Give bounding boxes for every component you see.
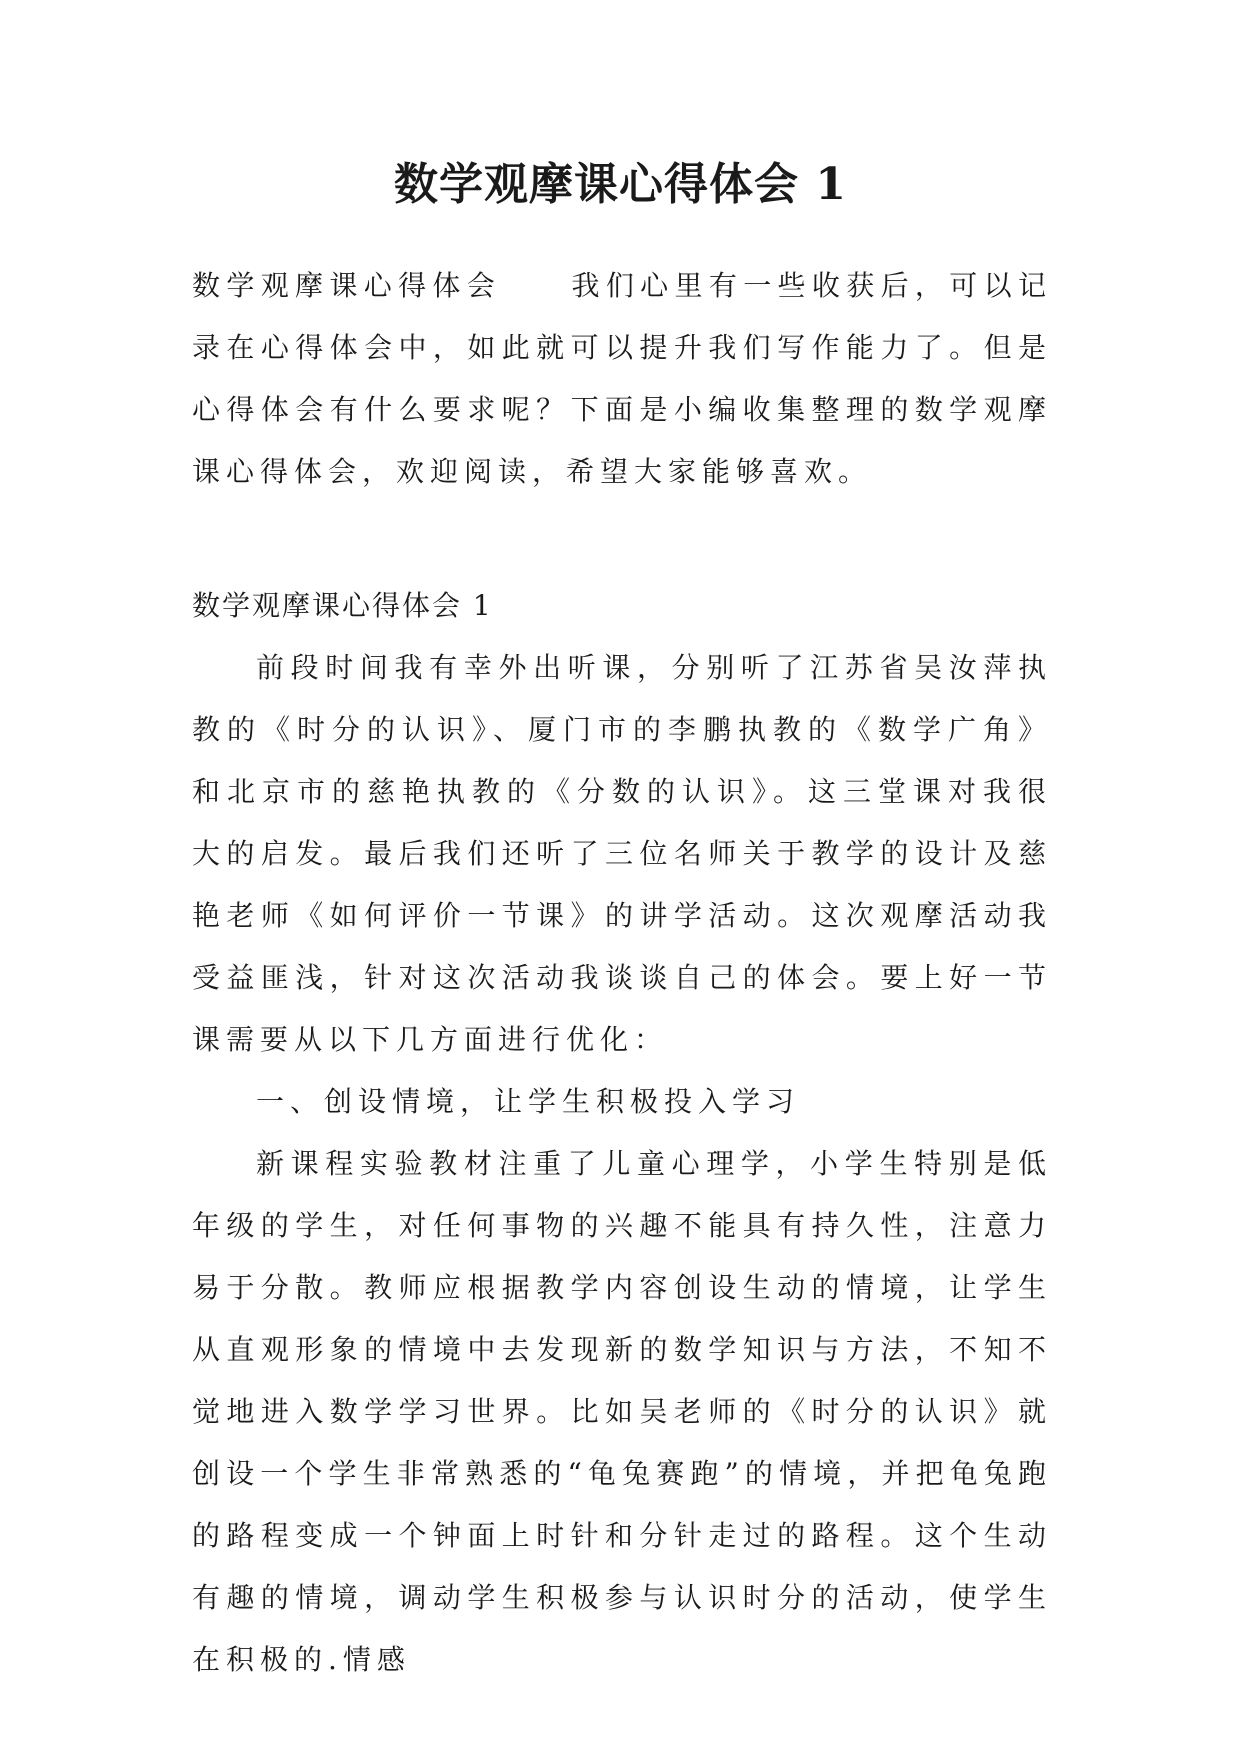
body-paragraph-2: 新课程实验教材注重了儿童心理学，小学生特别是低年级的学生，对任何事物的兴趣不能具有持久性，注意力易于分散。教师应根据教学内容创设生动的情境，让学生从直观形象的情境中去发现新的数学知识与方法，不知不觉地进入数学学习世界。比如吴老师的《时分的认识》就创设一个学生非常熟悉的“龟兔赛跑”的情境，并把龟兔跑的路程变成一个钟面上时针和分针走过的路程。这个生动有趣的情境，调动学生积极参与认识时分的活动，使学生在积极的.情感	[192, 1147, 1052, 1676]
body-text	[192, 637, 1052, 1691]
intro-text: 我们心里有一些收获后，可以记录在心得体会中，如此就可以提升我们写作能力了。但是心得体会有什么要求呢？下面是小编收集整理的数学观摩课心得体会，欢迎阅读，希望大家能够喜欢。	[192, 269, 1052, 488]
section-heading: 数学观摩课心得体会 1	[192, 589, 493, 622]
intro-lead: 数学观摩课心得体会	[192, 269, 502, 302]
document-title: 数学观摩课心得体会 1	[394, 159, 847, 210]
intro-paragraph	[192, 255, 1052, 503]
body-paragraph-1: 前段时间我有幸外出听课，分别听了江苏省吴汝萍执教的《时分的认识》、厦门市的李鹏执教的《数学广角》和北京市的慈艳执教的《分数的认识》。这三堂课对我很大的启发。最后我们还听了三位名师关于教学的设计及慈艳老师《如何评价一节课》的讲学活动。这次观摩活动我受益匪浅，针对这次活动我谈谈自己的体会。要上好一节课需要从以下几方面进行优化：	[192, 651, 1052, 1056]
body-subheading-1: 一、创设情境，让学生积极投入学习	[256, 1085, 801, 1118]
